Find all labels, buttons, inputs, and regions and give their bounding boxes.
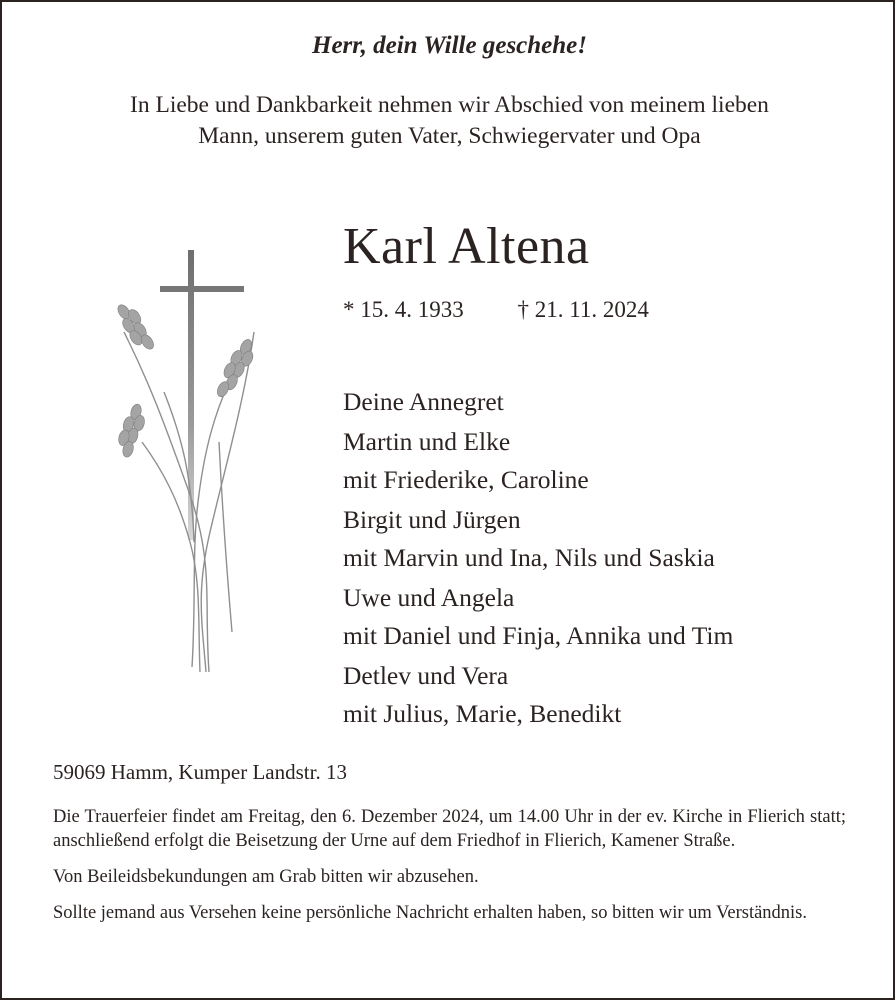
birth-date: * 15. 4. 1933 [343,297,464,322]
family-group [343,501,733,577]
life-dates [343,297,649,323]
family-line: Martin und Elke [343,427,511,456]
family-group [343,423,733,499]
family-list [343,383,733,735]
family-group [343,383,733,421]
family-line: mit Marvin und Ina, Nils und Saskia [343,543,715,572]
death-date: † 21. 11. 2024 [517,297,649,322]
family-group [343,657,733,733]
intro-line: Mann, unserem guten Vater, Schwiegervater und Opa [198,123,701,149]
condolence-note: Von Beileidsbekundungen am Grab bitten wir abzusehen. [53,867,479,887]
family-line: Detlev und Vera [343,661,509,690]
family-line: mit Daniel und Finja, Annika und Tim [343,621,734,650]
family-group [343,579,733,655]
intro-line: In Liebe und Dankbarkeit nehmen wir Abschied von meinem lieben [130,92,769,118]
motto: Herr, dein Wille geschehe! [312,32,587,59]
intro-text [2,90,895,152]
apology-note: Sollte jemand aus Versehen keine persönliche Nachricht erhalten haben, so bitten wir um Verständnis. [53,903,808,923]
address: 59069 Hamm, Kumper Landstr. 13 [53,760,347,784]
family-line: Uwe und Angela [343,583,515,612]
family-line: mit Julius, Marie, Benedikt [343,699,622,728]
family-line: mit Friederike, Caroline [343,465,589,494]
funeral-note: Die Trauerfeier findet am Freitag, den 6. Dezember 2024, um 14.00 Uhr in der ev. Kirche in Flierich statt; anschließend erfolgt die Beisetzung der Urne auf dem Friedhof in Flierich, Kamener Straße. [53,807,846,851]
deceased-name: Karl Altena [343,218,590,275]
family-line: Birgit und Jürgen [343,505,521,534]
cross-with-wheat-icon [94,242,274,682]
family-line: Deine Annegret [343,387,504,416]
notes [53,805,846,937]
